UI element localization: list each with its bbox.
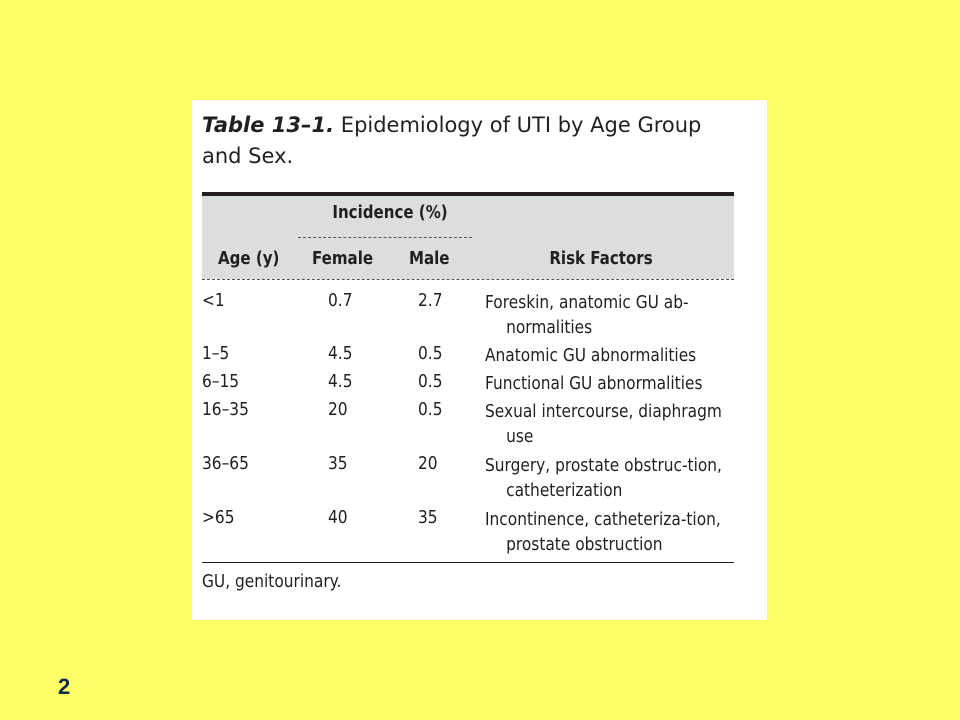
header-female: Female bbox=[312, 249, 374, 269]
cell-risk: Surgery, prostate obstruc-tion, catheterization bbox=[485, 456, 722, 501]
header-divider bbox=[202, 279, 734, 280]
cell-male: 35 bbox=[418, 508, 438, 528]
cell-age: 36–65 bbox=[202, 454, 249, 474]
cell-male: 20 bbox=[418, 454, 438, 474]
cell-male: 0.5 bbox=[418, 344, 443, 364]
header-risk-factors: Risk Factors bbox=[549, 249, 653, 269]
cell-risk: Functional GU abnormalities bbox=[485, 374, 703, 394]
cell-male: 2.7 bbox=[418, 291, 443, 311]
cell-age: 16–35 bbox=[202, 400, 249, 420]
cell-age: >65 bbox=[202, 508, 235, 528]
table-caption: Epidemiology of UTI by Age Group and Sex. bbox=[202, 113, 702, 168]
cell-female: 0.7 bbox=[328, 291, 353, 311]
cell-female: 4.5 bbox=[328, 344, 353, 364]
header-age: Age (y) bbox=[218, 249, 280, 269]
page-number: 2 bbox=[58, 674, 71, 699]
cell-age: 1–5 bbox=[202, 344, 230, 364]
table-bottom-rule bbox=[202, 562, 734, 563]
table-footnote: GU, genitourinary. bbox=[202, 572, 342, 592]
cell-female: 40 bbox=[328, 508, 348, 528]
cell-female: 4.5 bbox=[328, 372, 353, 392]
cell-male: 0.5 bbox=[418, 372, 443, 392]
cell-risk: Foreskin, anatomic GU ab-normalities bbox=[485, 293, 689, 338]
cell-age: 6–15 bbox=[202, 372, 240, 392]
cell-risk: Anatomic GU abnormalities bbox=[485, 346, 697, 366]
table-label: Table 13–1. bbox=[202, 113, 335, 137]
cell-age: <1 bbox=[202, 291, 225, 311]
header-incidence: Incidence (%) bbox=[332, 203, 448, 223]
cell-risk: Incontinence, catheteriza-tion, prostate obstruction bbox=[485, 510, 721, 555]
header-male: Male bbox=[409, 249, 450, 269]
cell-female: 35 bbox=[328, 454, 348, 474]
cell-male: 0.5 bbox=[418, 400, 443, 420]
cell-female: 20 bbox=[328, 400, 348, 420]
table-card bbox=[192, 100, 767, 620]
incidence-divider bbox=[298, 237, 472, 238]
table-title bbox=[202, 110, 742, 172]
cell-risk: Sexual intercourse, diaphragm use bbox=[485, 402, 722, 447]
